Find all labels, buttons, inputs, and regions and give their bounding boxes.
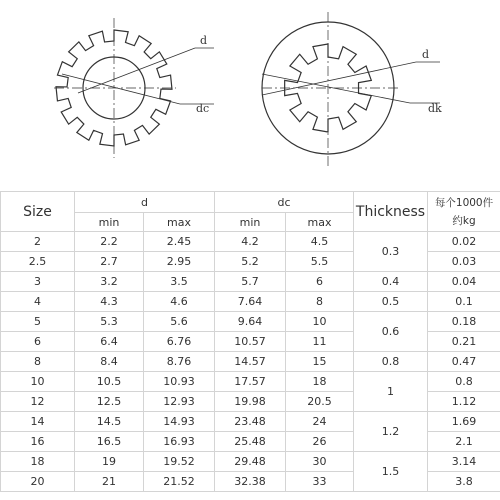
cell-weight: 3.14 xyxy=(428,452,500,472)
cell-d-max: 14.93 xyxy=(144,412,215,432)
cell-size: 4 xyxy=(1,292,75,312)
cell-weight: 0.8 xyxy=(428,372,500,392)
header-d-max: max xyxy=(144,213,215,232)
table-row xyxy=(1,232,500,252)
table-row xyxy=(1,272,500,292)
cell-weight: 0.18 xyxy=(428,312,500,332)
cell-size: 12 xyxy=(1,392,75,412)
cell-dc-min: 4.2 xyxy=(215,232,286,252)
cell-dc-min: 25.48 xyxy=(215,432,286,452)
cell-d-max: 2.95 xyxy=(144,252,215,272)
cell-dc-max: 26 xyxy=(286,432,354,452)
cell-d-max: 5.6 xyxy=(144,312,215,332)
washer-drawings xyxy=(0,0,500,190)
header-dc: dc xyxy=(215,192,354,213)
cell-dc-max: 4.5 xyxy=(286,232,354,252)
label-d-left: d xyxy=(200,34,208,47)
cell-thickness: 1.5 xyxy=(354,452,428,492)
cell-size: 3 xyxy=(1,272,75,292)
cell-weight: 0.1 xyxy=(428,292,500,312)
cell-d-min: 16.5 xyxy=(75,432,144,452)
cell-weight: 2.1 xyxy=(428,432,500,452)
cell-d-min: 19 xyxy=(75,452,144,472)
cell-d-max: 6.76 xyxy=(144,332,215,352)
header-weight xyxy=(428,192,500,232)
cell-dc-min: 5.2 xyxy=(215,252,286,272)
header-d: d xyxy=(75,192,215,213)
cell-size: 14 xyxy=(1,412,75,432)
header-d-min: min xyxy=(75,213,144,232)
cell-size: 2 xyxy=(1,232,75,252)
cell-size: 2.5 xyxy=(1,252,75,272)
cell-d-max: 10.93 xyxy=(144,372,215,392)
internal-tooth-washer-drawing xyxy=(262,12,440,166)
cell-dc-min: 23.48 xyxy=(215,412,286,432)
cell-d-max: 21.52 xyxy=(144,472,215,492)
cell-dc-max: 18 xyxy=(286,372,354,392)
cell-dc-max: 6 xyxy=(286,272,354,292)
cell-dc-min: 32.38 xyxy=(215,472,286,492)
cell-d-min: 10.5 xyxy=(75,372,144,392)
cell-thickness: 0.5 xyxy=(354,292,428,312)
cell-weight: 0.04 xyxy=(428,272,500,292)
cell-weight: 1.12 xyxy=(428,392,500,412)
header-dc-min: min xyxy=(215,213,286,232)
header-weight-line2: 约kg xyxy=(452,214,476,227)
cell-d-max: 16.93 xyxy=(144,432,215,452)
cell-dc-max: 30 xyxy=(286,452,354,472)
cell-dc-max: 10 xyxy=(286,312,354,332)
cell-weight: 0.21 xyxy=(428,332,500,352)
cell-thickness: 0.6 xyxy=(354,312,428,352)
header-dc-max: max xyxy=(286,213,354,232)
cell-dc-max: 33 xyxy=(286,472,354,492)
cell-dc-min: 10.57 xyxy=(215,332,286,352)
cell-size: 20 xyxy=(1,472,75,492)
cell-dc-max: 11 xyxy=(286,332,354,352)
table-body xyxy=(1,232,500,492)
cell-weight: 0.03 xyxy=(428,252,500,272)
cell-d-min: 2.2 xyxy=(75,232,144,252)
cell-d-min: 14.5 xyxy=(75,412,144,432)
cell-thickness: 1 xyxy=(354,372,428,412)
cell-dc-min: 5.7 xyxy=(215,272,286,292)
cell-d-max: 2.45 xyxy=(144,232,215,252)
label-d-right: d xyxy=(422,48,430,61)
cell-dc-min: 19.98 xyxy=(215,392,286,412)
cell-weight: 1.69 xyxy=(428,412,500,432)
cell-size: 8 xyxy=(1,352,75,372)
cell-dc-max: 20.5 xyxy=(286,392,354,412)
cell-dc-max: 24 xyxy=(286,412,354,432)
table-row xyxy=(1,312,500,332)
table-row xyxy=(1,372,500,392)
cell-d-min: 5.3 xyxy=(75,312,144,332)
cell-size: 5 xyxy=(1,312,75,332)
cell-thickness: 0.3 xyxy=(354,232,428,272)
cell-dc-max: 5.5 xyxy=(286,252,354,272)
cell-weight: 0.02 xyxy=(428,232,500,252)
cell-size: 18 xyxy=(1,452,75,472)
cell-thickness: 0.4 xyxy=(354,272,428,292)
cell-dc-min: 7.64 xyxy=(215,292,286,312)
cell-d-max: 3.5 xyxy=(144,272,215,292)
cell-thickness: 1.2 xyxy=(354,412,428,452)
cell-d-max: 12.93 xyxy=(144,392,215,412)
table-row xyxy=(1,452,500,472)
header-weight-line1: 每个1000件 xyxy=(434,196,494,209)
cell-d-min: 2.7 xyxy=(75,252,144,272)
external-tooth-washer-drawing xyxy=(54,18,214,158)
label-dc-left: dc xyxy=(196,102,210,115)
leader-d xyxy=(78,48,195,93)
cell-d-min: 4.3 xyxy=(75,292,144,312)
cell-d-max: 8.76 xyxy=(144,352,215,372)
cell-d-max: 4.6 xyxy=(144,292,215,312)
cell-dc-max: 8 xyxy=(286,292,354,312)
cell-d-min: 8.4 xyxy=(75,352,144,372)
cell-d-min: 21 xyxy=(75,472,144,492)
cell-dc-min: 29.48 xyxy=(215,452,286,472)
cell-dc-max: 15 xyxy=(286,352,354,372)
header-size: Size xyxy=(1,192,75,232)
cell-d-min: 3.2 xyxy=(75,272,144,292)
cell-size: 16 xyxy=(1,432,75,452)
cell-size: 10 xyxy=(1,372,75,392)
table-row xyxy=(1,292,500,312)
spec-table xyxy=(0,191,500,492)
cell-d-min: 6.4 xyxy=(75,332,144,352)
label-dk: dk xyxy=(428,102,442,115)
cell-dc-min: 17.57 xyxy=(215,372,286,392)
cell-weight: 3.8 xyxy=(428,472,500,492)
header-thickness: Thickness xyxy=(354,192,428,232)
table-row xyxy=(1,352,500,372)
cell-dc-min: 9.64 xyxy=(215,312,286,332)
cell-size: 6 xyxy=(1,332,75,352)
cell-dc-min: 14.57 xyxy=(215,352,286,372)
cell-thickness: 0.8 xyxy=(354,352,428,372)
cell-d-max: 19.52 xyxy=(144,452,215,472)
cell-weight: 0.47 xyxy=(428,352,500,372)
table-row xyxy=(1,412,500,432)
cell-d-min: 12.5 xyxy=(75,392,144,412)
